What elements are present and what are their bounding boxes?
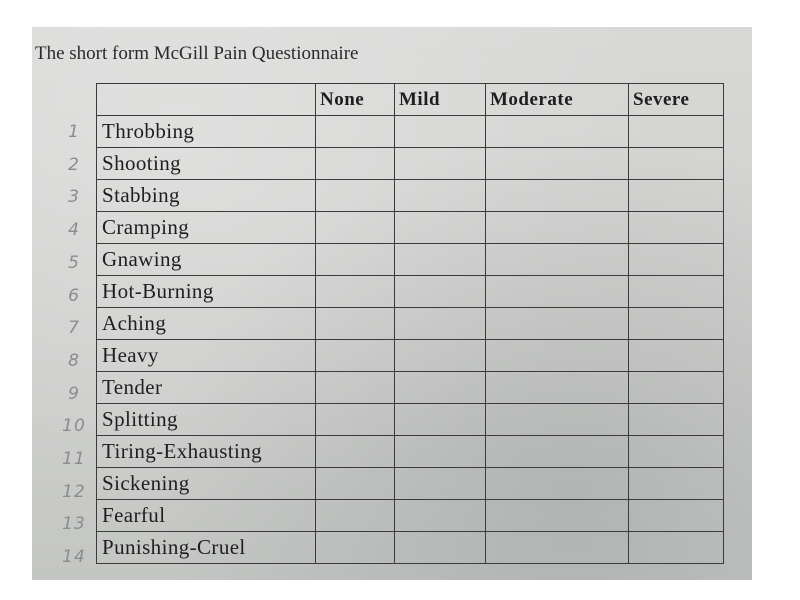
pain-descriptor-label: Gnawing [97,244,316,276]
table-row [97,212,724,244]
rating-cell-severe[interactable] [629,532,724,564]
pain-descriptor-label: Hot-Burning [97,276,316,308]
rating-cell-mild[interactable] [395,436,486,468]
rating-cell-severe[interactable] [629,276,724,308]
rating-cell-none[interactable] [316,180,395,212]
row-number: 13 [62,514,86,535]
rating-cell-none[interactable] [316,148,395,180]
rating-cell-mild[interactable] [395,532,486,564]
pain-descriptor-label: Stabbing [97,180,316,212]
header-mild: Mild [395,84,486,116]
rating-cell-mild[interactable] [395,308,486,340]
pain-descriptor-label: Punishing-Cruel [97,532,316,564]
rating-cell-moderate[interactable] [486,212,629,244]
pain-descriptor-label: Throbbing [97,116,316,148]
row-number: 14 [62,547,86,568]
rating-cell-none[interactable] [316,436,395,468]
document-photo [32,27,752,580]
header-severe: Severe [629,84,724,116]
rating-cell-moderate[interactable] [486,468,629,500]
header-moderate: Moderate [486,84,629,116]
table-row [97,148,724,180]
rating-cell-mild[interactable] [395,148,486,180]
header-descriptor [97,84,316,116]
rating-cell-severe[interactable] [629,148,724,180]
rating-cell-severe[interactable] [629,404,724,436]
row-number: 2 [68,154,80,175]
rating-cell-none[interactable] [316,500,395,532]
rating-cell-none[interactable] [316,276,395,308]
rating-cell-mild[interactable] [395,468,486,500]
rating-cell-moderate[interactable] [486,404,629,436]
pain-descriptor-label: Sickening [97,468,316,500]
pain-descriptor-label: Tender [97,372,316,404]
header-none: None [316,84,395,116]
rating-cell-mild[interactable] [395,180,486,212]
row-number: 3 [68,187,80,208]
rating-cell-none[interactable] [316,468,395,500]
rating-cell-moderate[interactable] [486,372,629,404]
table-row [97,340,724,372]
pain-descriptor-label: Splitting [97,404,316,436]
row-number: 7 [68,318,80,339]
rating-cell-moderate[interactable] [486,148,629,180]
rating-cell-severe[interactable] [629,500,724,532]
rating-cell-moderate[interactable] [486,180,629,212]
table-row [97,308,724,340]
rating-cell-severe[interactable] [629,180,724,212]
row-number: 10 [62,416,86,437]
rating-cell-severe[interactable] [629,372,724,404]
table-row [97,468,724,500]
table-row [97,116,724,148]
rating-cell-severe[interactable] [629,436,724,468]
rating-cell-none[interactable] [316,212,395,244]
pain-descriptor-label: Shooting [97,148,316,180]
rating-cell-severe[interactable] [629,340,724,372]
table-row [97,276,724,308]
rating-cell-severe[interactable] [629,308,724,340]
rating-cell-moderate[interactable] [486,532,629,564]
row-number: 12 [62,481,86,502]
table-row [97,404,724,436]
rating-cell-moderate[interactable] [486,244,629,276]
rating-cell-mild[interactable] [395,116,486,148]
rating-cell-severe[interactable] [629,212,724,244]
pain-descriptor-label: Cramping [97,212,316,244]
rating-cell-none[interactable] [316,340,395,372]
rating-cell-moderate[interactable] [486,308,629,340]
row-number: 6 [68,285,80,306]
table-header-row [97,84,724,116]
rating-cell-none[interactable] [316,308,395,340]
pain-rating-table [96,83,724,564]
rating-cell-moderate[interactable] [486,436,629,468]
row-number: 5 [68,252,80,273]
rating-cell-none[interactable] [316,244,395,276]
row-number: 9 [68,383,80,404]
rating-cell-severe[interactable] [629,244,724,276]
row-number: 8 [68,350,80,371]
row-number: 1 [68,122,80,142]
rating-cell-none[interactable] [316,372,395,404]
row-number: 11 [62,449,86,469]
rating-cell-none[interactable] [316,532,395,564]
row-number: 4 [68,220,80,241]
rating-cell-mild[interactable] [395,212,486,244]
table-row [97,180,724,212]
rating-cell-moderate[interactable] [486,116,629,148]
table-row [97,372,724,404]
rating-cell-moderate[interactable] [486,340,629,372]
pain-descriptor-label: Tiring-Exhausting [97,436,316,468]
rating-cell-moderate[interactable] [486,500,629,532]
rating-cell-mild[interactable] [395,276,486,308]
pain-descriptor-label: Aching [97,308,316,340]
document-title: The short form McGill Pain Questionnaire [35,43,359,64]
pain-descriptor-label: Fearful [97,500,316,532]
rating-cell-mild[interactable] [395,404,486,436]
pain-descriptor-label: Heavy [97,340,316,372]
table-row [97,500,724,532]
rating-cell-mild[interactable] [395,500,486,532]
rating-cell-none[interactable] [316,404,395,436]
rating-cell-moderate[interactable] [486,276,629,308]
rating-cell-severe[interactable] [629,116,724,148]
rating-cell-mild[interactable] [395,340,486,372]
rating-cell-mild[interactable] [395,244,486,276]
rating-cell-none[interactable] [316,116,395,148]
rating-cell-mild[interactable] [395,372,486,404]
table-row [97,244,724,276]
rating-cell-severe[interactable] [629,468,724,500]
table-row [97,532,724,564]
table-row [97,436,724,468]
